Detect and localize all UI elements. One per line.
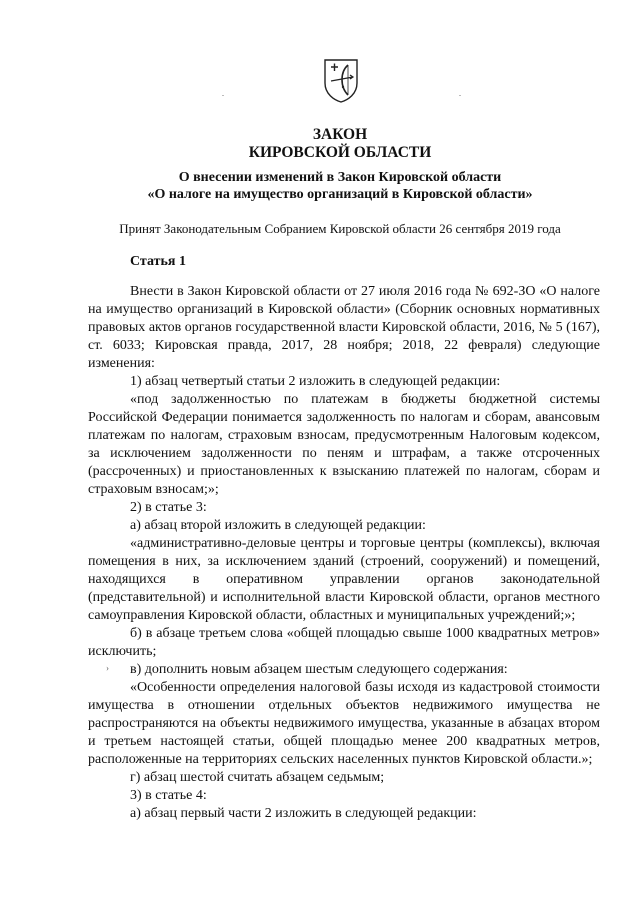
paragraph: б) в абзаце третьем слова «общей площадью свыше 1000 квадратных метров» исключить; [88,626,600,659]
adoption-note: Принят Законодательным Собранием Кировской области 26 сентября 2019 года [119,221,561,236]
law-title [60,126,620,162]
paragraph: г) абзац шестой считать абзацем седьмым; [130,770,385,785]
margin-mark: › [106,663,109,673]
paragraph: «под задолженностью по платежам в бюджеты бюджетной системы Российской Федерации понимается задолженность по налогам и сборам, авансовым платежам по налогам, страховым взносам, предусмотренным Налоговым кодексом, за исключением задолженности по пеням и штрафам, а также отсроченных (рассроченных) и приостановленных к взысканию платежей по налогам, сборам и страховым взносам;»; [88,392,600,497]
paragraph: 1) абзац четвертый статьи 2 изложить в следующей редакции: [130,374,501,389]
law-subtitle-line2: «О налоге на имущество организаций в Кировской области» [147,187,533,202]
law-title-line1: ЗАКОН [312,126,368,143]
paragraph: «административно-деловые центры и торговые центры (комплексы), включая помещения в них, за исключением зданий (строений, сооружений) и помещений, находящихся в оперативном управлении органов законодательной (представительной) и исполнительной власти Кировской области, органов местного самоуправления Кировской области, областных и муниципальных учреждений;»; [88,536,600,623]
document-body [88,283,600,823]
paragraph: в) дополнить новым абзацем шестым следующего содержания: [130,662,508,677]
law-subtitle [60,169,620,203]
paragraph: «Особенности определения налоговой базы исходя из кадастровой стоимости имущества в отношении отдельных объектов недвижимого имущества не распространяются на объекты недвижимого имущества, указанные в абзацах втором и третьем настоящей статьи, общей площадью менее 200 квадратных метров, расположенные на территориях сельских населенных пунктов Кировской области.»; [88,680,600,767]
scan-speck [459,95,461,96]
paragraph: а) абзац второй изложить в следующей редакции: [130,518,426,533]
coat-of-arms-icon [322,57,360,103]
paragraph: 2) в статье 3: [130,500,207,515]
law-subtitle-line1: О внесении изменений в Закон Кировской области [178,170,502,185]
law-title-line2: КИРОВСКОЙ ОБЛАСТИ [248,144,432,161]
scan-speck [222,95,224,96]
paragraph: Внести в Закон Кировской области от 27 июля 2016 года № 692-ЗО «О налоге на имущество организаций в Кировской области» (Сборник основных нормативных правовых актов органов государственной власти Кировской области, 2016, № 5 (167), ст. 6033; Кировская правда, 2017, 28 ноября; 2018, 22 февраля) следующие изменения: [88,284,600,371]
paragraph: 3) в статье 4: [130,788,207,803]
paragraph: а) абзац первый части 2 изложить в следующей редакции: [130,806,477,821]
article-heading: Статья 1 [130,254,186,269]
